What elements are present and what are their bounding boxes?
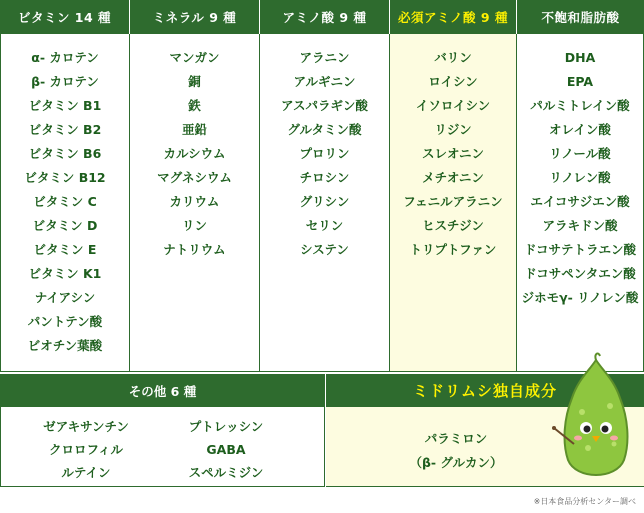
others-left-list — [21, 415, 151, 484]
list-item: リノール酸 — [549, 146, 611, 161]
list-item: ビオチン葉酸 — [27, 338, 103, 353]
list-item: イソロイシン — [415, 98, 491, 113]
list-item: チロシン — [299, 170, 350, 185]
others-header: その他 6 種 — [0, 374, 325, 407]
list-item: ビタミン E — [33, 242, 97, 257]
list-item: EPA — [566, 74, 594, 89]
list-item: システン — [300, 242, 349, 257]
unique-line-1: パラミロン — [424, 431, 488, 446]
list-item: ロイシン — [428, 74, 478, 89]
list-item: アラキドン酸 — [542, 218, 618, 233]
list-item: α- カロテン — [31, 50, 99, 65]
list-item: ドコサペンタエン酸 — [524, 266, 636, 281]
list-item: 亜鉛 — [181, 122, 207, 137]
header-unsaturated-fatty-acids: 不飽和脂肪酸 — [517, 0, 644, 34]
list-item: グリシン — [299, 194, 350, 209]
list-item: ヒスチジン — [422, 218, 484, 233]
list-item: マグネシウム — [157, 170, 232, 185]
list-item: ナイアシン — [34, 290, 96, 305]
list-item: トリプトファン — [409, 242, 497, 257]
list-item: ビタミン D — [32, 218, 98, 233]
header-vitamins: ビタミン 14 種 — [0, 0, 130, 34]
list-item: ドコサテトラエン酸 — [523, 242, 636, 257]
list-item: スレオニン — [421, 146, 484, 161]
unique-header: ミドリムシ独自成分 — [326, 374, 644, 407]
list-item: DHA — [564, 50, 596, 65]
header-essential-amino-acids: 必須アミノ酸 9 種 — [390, 0, 517, 34]
list-item: マンガン — [169, 50, 220, 65]
list-item: ビタミン B1 — [28, 98, 102, 113]
column-minerals — [130, 34, 260, 372]
list-item: フェニルアラニン — [403, 194, 503, 209]
list-item: アラニン — [299, 50, 350, 65]
list-item: β- カロテン — [31, 74, 99, 89]
list-item: セリン — [305, 218, 344, 233]
list-item: ビタミン B6 — [28, 146, 102, 161]
footnote: ※日本食品分析センター調べ — [533, 497, 636, 506]
list-item: 鉄 — [188, 98, 201, 113]
list-item: カリウム — [169, 194, 220, 209]
list-item: ジホモγ- リノレン酸 — [521, 290, 639, 305]
list-item: アルギニン — [293, 74, 356, 89]
euglena-mascot-icon — [548, 352, 644, 492]
list-item: GABA — [206, 442, 246, 457]
list-item: プトレッシン — [188, 419, 264, 434]
others-right-list — [161, 415, 291, 484]
list-item: オレイン酸 — [549, 122, 611, 137]
header-amino-acids: アミノ酸 9 種 — [260, 0, 390, 34]
others-section — [0, 407, 325, 487]
list-item: ナトリウム — [163, 242, 226, 257]
list-item: メチオニン — [422, 170, 484, 185]
list-item: グルタミン酸 — [287, 122, 362, 137]
list-item: カルシウム — [163, 146, 226, 161]
list-item: ビタミン K1 — [28, 266, 102, 281]
column-essential-amino-acids — [390, 34, 517, 372]
list-item: ビタミン C — [33, 194, 97, 209]
list-item: スペルミジン — [188, 465, 264, 480]
list-item: アスパラギン酸 — [281, 98, 368, 113]
list-item: エイコサジエン酸 — [530, 194, 630, 209]
header-minerals: ミネラル 9 種 — [130, 0, 260, 34]
list-item: 銅 — [188, 74, 201, 89]
column-amino-acids — [260, 34, 390, 372]
column-vitamins — [0, 34, 130, 372]
list-item: バリン — [434, 50, 472, 65]
list-item: ビタミン B2 — [28, 122, 102, 137]
list-item: ルテイン — [61, 465, 111, 480]
list-item: ゼアキサンチン — [43, 419, 129, 434]
list-item: クロロフィル — [48, 442, 123, 457]
list-item: リン — [181, 218, 207, 233]
list-item: リノレン酸 — [549, 170, 611, 185]
column-unsaturated-fatty-acids — [517, 34, 644, 372]
unique-line-2: （β- グルカン） — [409, 455, 503, 470]
list-item: パルミトレイン酸 — [530, 98, 630, 113]
list-item: リジン — [434, 122, 472, 137]
list-item: プロリン — [299, 146, 350, 161]
list-item: パントテン酸 — [27, 314, 103, 329]
list-item: ビタミン B12 — [24, 170, 106, 185]
